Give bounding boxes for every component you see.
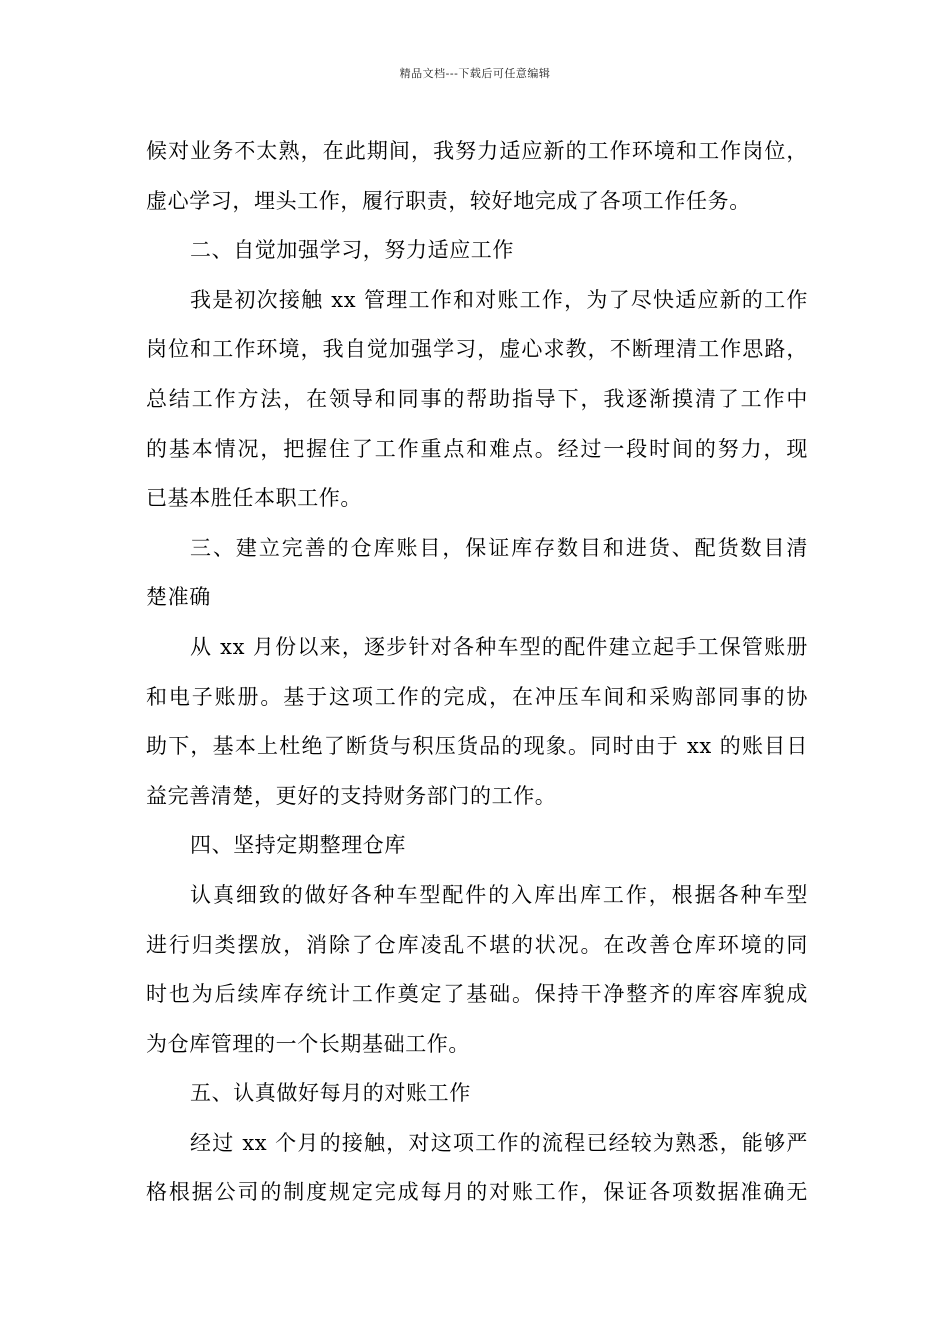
- body-line: 和电子账册。基于这项工作的完成，在冲压车间和采购部同事的协: [146, 684, 808, 709]
- body-line: 已基本胜任本职工作。: [146, 486, 362, 511]
- body-line: 进行归类摆放，消除了仓库凌乱不堪的状况。在改善仓库环境的同: [146, 932, 808, 957]
- body-line: 虚心学习，埋头工作，履行职责，较好地完成了各项工作任务。: [146, 188, 751, 213]
- section-heading: 五、认真做好每月的对账工作: [190, 1081, 471, 1106]
- body-line: 总结工作方法，在领导和同事的帮助指导下，我逐渐摸清了工作中: [146, 386, 808, 411]
- body-line: 岗位和工作环境，我自觉加强学习，虚心求教，不断理清工作思路，: [146, 337, 808, 362]
- document-body: [146, 127, 808, 1218]
- section-heading: 二、自觉加强学习，努力适应工作: [190, 238, 514, 263]
- body-line: 助下，基本上杜绝了断货与积压货品的现象。同时由于 xx 的账目日: [146, 734, 808, 759]
- page-header: 精品文档---下载后可任意编辑: [399, 67, 551, 80]
- body-line: 我是初次接触 xx 管理工作和对账工作，为了尽快适应新的工作: [190, 287, 808, 312]
- body-line: 时也为后续库存统计工作奠定了基础。保持干净整齐的库容库貌成: [146, 982, 808, 1007]
- body-line: 从 xx 月份以来，逐步针对各种车型的配件建立起手工保管账册: [190, 634, 808, 659]
- body-line: 益完善清楚，更好的支持财务部门的工作。: [146, 783, 557, 808]
- body-line: 格根据公司的制度规定完成每月的对账工作，保证各项数据准确无: [146, 1180, 808, 1205]
- section-heading: 四、坚持定期整理仓库: [190, 833, 406, 858]
- body-line: 经过 xx 个月的接触，对这项工作的流程已经较为熟悉，能够严: [190, 1130, 808, 1155]
- body-line: 认真细致的做好各种车型配件的入库出库工作，根据各种车型: [190, 882, 808, 907]
- section-heading: 楚准确: [146, 585, 211, 610]
- body-line: 为仓库管理的一个长期基础工作。: [146, 1031, 470, 1056]
- body-line: 候对业务不太熟，在此期间，我努力适应新的工作环境和工作岗位，: [146, 139, 808, 163]
- section-heading: 三、建立完善的仓库账目，保证库存数目和进货、配货数目清: [190, 535, 808, 560]
- body-line: 的基本情况，把握住了工作重点和难点。经过一段时间的努力，现: [146, 436, 808, 461]
